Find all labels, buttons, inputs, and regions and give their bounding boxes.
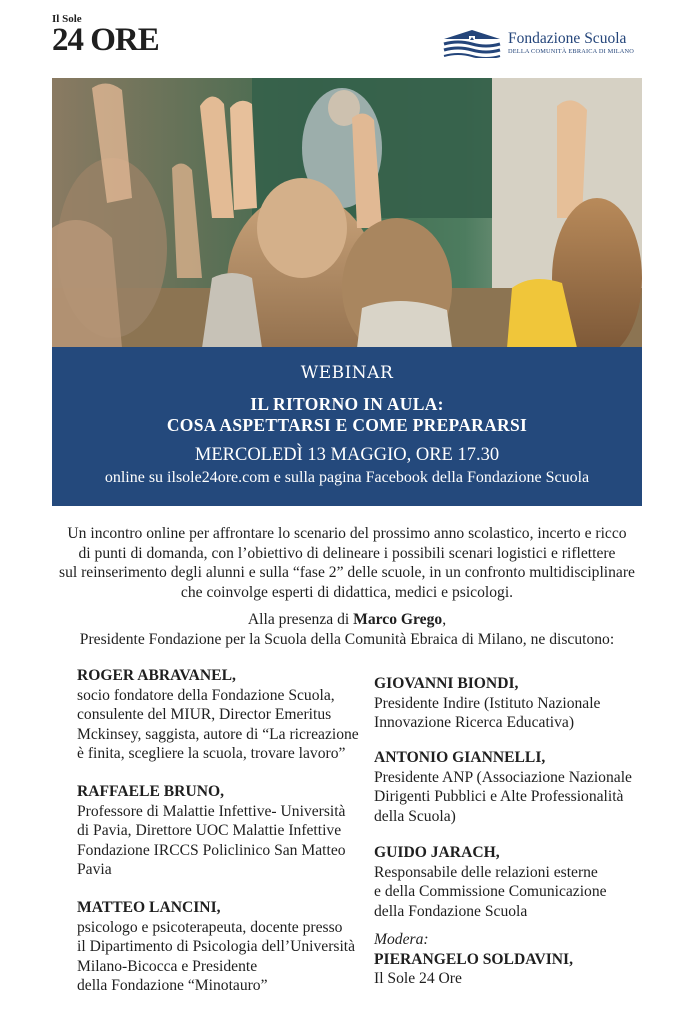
speaker-desc: psicologo e psicoterapeuta, docente presso (77, 918, 343, 936)
moderator-role: Modera: (374, 931, 429, 948)
speaker-desc: Milano-Bicocca e Presidente (77, 957, 258, 975)
presence-paragraph (40, 610, 654, 649)
speaker-antonio-giannelli (374, 748, 632, 826)
webinar-date: MERCOLEDÌ 13 MAGGIO, ORE 17.30 (194, 445, 500, 465)
speaker-matteo-lancini (77, 898, 355, 996)
logo-sole-small: Il Sole (52, 13, 82, 25)
speaker-desc: Presidente Indire (Istituto Nazionale (374, 694, 601, 712)
intro-line: Un incontro online per affrontare lo scenario del prossimo anno scolastico, incerto e ricco (67, 525, 627, 542)
presence-line1 (40, 610, 654, 630)
speaker-name: ANTONIO GIANNELLI, (374, 749, 546, 766)
speaker-name: GIOVANNI BIONDI, (374, 675, 519, 692)
intro-paragraph (52, 524, 642, 602)
classroom-raised-hands-image (52, 78, 642, 348)
presence-prefix: Alla presenza di (247, 611, 354, 628)
webinar-label: WEBINAR (300, 363, 394, 383)
presence-suffix: , (442, 611, 447, 628)
fondazione-scuola-logo (442, 26, 642, 62)
speaker-desc: Responsabile delle relazioni esterne (374, 863, 598, 881)
fondazione-subtitle: DELLA COMUNITÀ EBRAICA DI MILANO (508, 48, 635, 55)
presence-name: Marco Grego (353, 611, 443, 628)
logo-sole-main: 24 ORE (52, 22, 159, 58)
speaker-desc: della Fondazione Scuola (374, 902, 528, 920)
webinar-title-line1: IL RITORNO IN AULA: (250, 394, 444, 414)
speaker-desc: della Fondazione “Minotauro” (77, 977, 268, 994)
speaker-name: GUIDO JARACH, (374, 844, 500, 861)
webinar-banner (52, 347, 642, 506)
speaker-desc: di Pavia, Direttore UOC Malattie Infettive (77, 822, 342, 839)
speaker-name: RAFFAELE BRUNO, (77, 783, 224, 800)
intro-line: sul reinserimento degli alunni e sulla “fase 2” delle scuole, in un confronto multidisciplinare (59, 564, 635, 581)
speaker-desc: socio fondatore della Fondazione Scuola, (77, 686, 335, 704)
speaker-name: MATTEO LANCINI, (77, 899, 221, 916)
moderator-org: Il Sole 24 Ore (374, 970, 462, 987)
speaker-desc: Professore di Malattie Infettive- Università (77, 802, 346, 820)
speaker-desc: Presidente ANP (Associazione Nazionale (374, 768, 632, 786)
speaker-giovanni-biondi (374, 674, 600, 733)
intro-line: di punti di domanda, con l’obiettivo di delineare i possibili scenari logistici e riflettere (78, 544, 616, 562)
speaker-desc: Innovazione Ricerca Educativa) (374, 714, 575, 731)
speaker-roger-abravanel (77, 666, 359, 764)
presence-line2: Presidente Fondazione per la Scuola della Comunità Ebraica di Milano, ne discutono: (79, 630, 615, 648)
speaker-raffaele-bruno (77, 782, 346, 880)
speaker-name: ROGER ABRAVANEL, (77, 667, 236, 684)
speaker-desc: il Dipartimento di Psicologia dell’Università (77, 938, 356, 955)
speaker-desc: e della Commissione Comunicazione (374, 883, 607, 900)
speaker-desc: Fondazione IRCCS Policlinico San Matteo (77, 841, 346, 859)
moderator-block (374, 930, 573, 989)
speaker-desc: Pavia (77, 861, 112, 878)
webinar-title-line2: COSA ASPETTARSI E COME PREPARARSI (166, 415, 528, 435)
intro-line: che coinvolge esperti di didattica, medici e psicologi. (180, 583, 514, 601)
page-header (0, 0, 694, 78)
moderator-name: PIERANGELO SOLDAVINI, (374, 950, 574, 968)
speaker-desc: consulente del MIUR, Director Emeritus (77, 706, 332, 723)
classroom-photo (52, 78, 642, 348)
fondazione-name: Fondazione Scuola (508, 30, 627, 47)
speaker-desc: della Scuola) (374, 807, 456, 825)
speaker-guido-jarach (374, 843, 607, 921)
speaker-desc: è finita, scegliere la scuola, trovare lavoro” (77, 745, 346, 762)
il-sole-24-ore-logo (52, 13, 172, 58)
webinar-title (52, 394, 642, 436)
speaker-desc: Mckinsey, saggista, autore di “La ricreazione (77, 725, 359, 743)
webinar-online-info: online su ilsole24ore.com e sulla pagina Facebook della Fondazione Scuola (104, 469, 590, 486)
fondazione-emblem-icon (442, 28, 502, 58)
speaker-desc: Dirigenti Pubblici e Alte Professionalità (374, 788, 624, 805)
